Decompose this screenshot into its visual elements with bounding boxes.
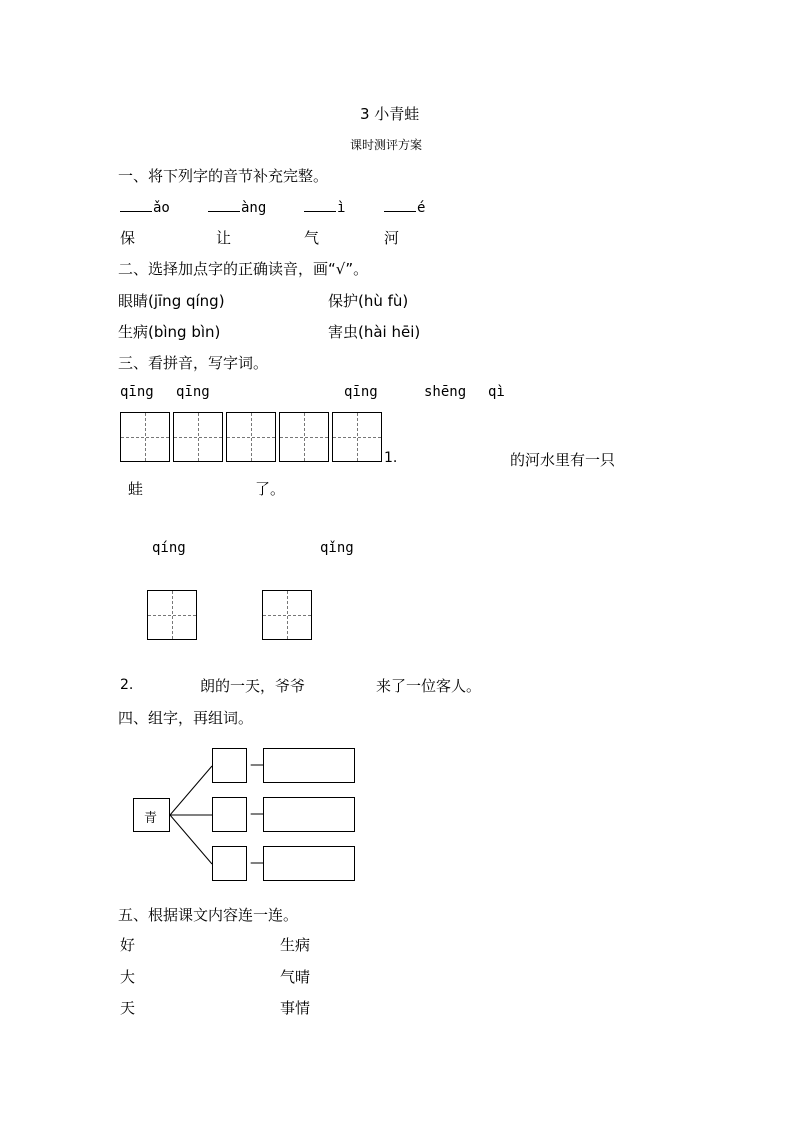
writing-grid-2[interactable] [173, 412, 223, 462]
pinyin-qing-4: qíng [152, 540, 186, 556]
pinyin-qing-3: qīng [344, 384, 378, 400]
match-right-2[interactable]: 气晴 [280, 968, 311, 986]
section2-heading: 二、选择加点字的正确读音，画“√”。 [118, 260, 369, 278]
writing-grid-4[interactable] [279, 412, 329, 462]
word-box-2[interactable] [263, 797, 355, 832]
sentence2-number: 2. [120, 677, 134, 693]
sentence1-end: 了。 [255, 480, 286, 498]
pinyin-qing-2: qīng [176, 384, 210, 400]
syllable-blank-3[interactable]: ì [304, 197, 345, 216]
match-left-3[interactable]: 天 [120, 999, 136, 1017]
syllable-blank-1[interactable]: ǎo [120, 197, 170, 216]
pinyin-sheng: shēng [424, 384, 467, 400]
section1-heading: 一、将下列字的音节补充完整。 [118, 167, 329, 185]
pinyin-qing-1: qīng [120, 384, 154, 400]
char-box-3[interactable] [212, 846, 247, 881]
sentence1-number: 1. [384, 450, 398, 466]
char-rang: 让 [216, 229, 232, 247]
syllable-blank-2[interactable]: àng [208, 197, 266, 216]
writing-grid-7[interactable] [262, 590, 312, 640]
option-baohu[interactable]: 保护(hù fù) [328, 292, 409, 310]
dash-1: — [250, 757, 264, 773]
writing-grid-3[interactable] [226, 412, 276, 462]
pinyin-qing-5: qǐng [320, 540, 354, 556]
center-char: 青 [144, 811, 158, 826]
writing-grid-1[interactable] [120, 412, 170, 462]
option-shengbing[interactable]: 生病(bìng bìn) [118, 323, 221, 341]
writing-grid-5[interactable] [332, 412, 382, 462]
sentence1-middle: 的河水里有一只 [510, 451, 616, 469]
word-box-1[interactable] [263, 748, 355, 783]
writing-grid-6[interactable] [147, 590, 197, 640]
center-char-box [133, 798, 170, 832]
char-he: 河 [384, 229, 400, 247]
word-box-3[interactable] [263, 846, 355, 881]
section5-heading: 五、根据课文内容连一连。 [118, 906, 299, 924]
sentence2-part-a: 朗的一天，爷爷 [200, 677, 306, 695]
char-bao: 保 [120, 229, 136, 247]
section4-heading: 四、组字，再组词。 [118, 709, 254, 727]
char-qi: 气 [304, 229, 320, 247]
pinyin-qi: qì [488, 384, 505, 400]
page-subtitle: 课时测评方案 [350, 138, 423, 152]
dash-3: — [250, 855, 264, 871]
sentence2-part-b: 来了一位客人。 [376, 677, 482, 695]
dash-2: — [250, 806, 264, 822]
char-box-2[interactable] [212, 797, 247, 832]
section3-heading: 三、看拼音，写字词。 [118, 354, 269, 372]
match-right-1[interactable]: 生病 [280, 936, 311, 954]
match-left-2[interactable]: 大 [120, 968, 136, 986]
page-title: 3 小青蛙 [360, 105, 420, 123]
char-box-1[interactable] [212, 748, 247, 783]
match-left-1[interactable]: 好 [120, 936, 136, 954]
match-right-3[interactable]: 事情 [280, 999, 311, 1017]
option-haichong[interactable]: 害虫(hài hēi) [328, 323, 421, 341]
option-yanjing[interactable]: 眼睛(jīng qíng) [118, 292, 225, 310]
syllable-blank-4[interactable]: é [384, 197, 425, 216]
sentence1-char: 蛙 [128, 480, 144, 498]
